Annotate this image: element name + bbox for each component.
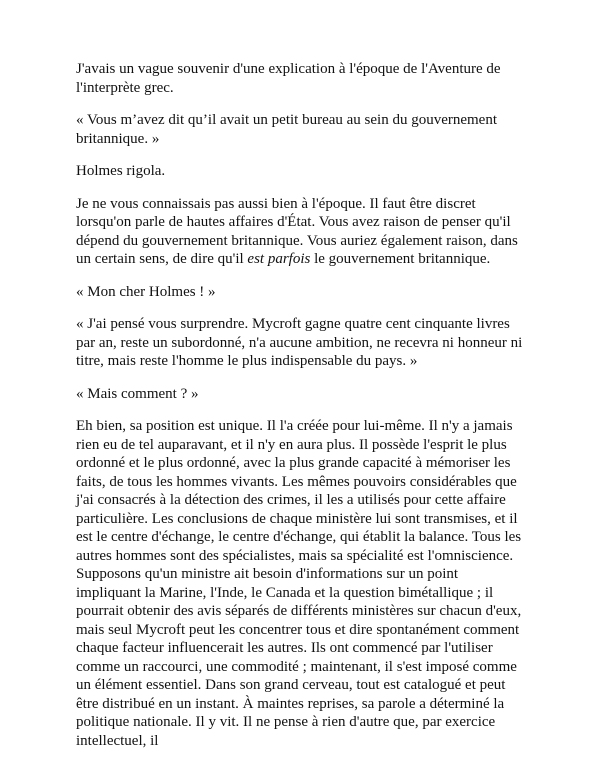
paragraph-unique-position: Eh bien, sa position est unique. Il l'a créée pour lui-même. Il n'y a jamais rien eu de tel auparavant, et il n'y en aura plus. Il possède l'esprit le plus ordonné et le plus ordonné, avec la plus grande capacité à mémoriser les faits, de tous les hommes vivants. Les mêmes pouvoirs considérables que j'ai consacrés à la détection des crimes, il les a utilisés pour cette affaire particulière. Les conclusions de chaque ministère lui sont transmises, et il est le centre d'échange, le centre d'échange, qui établit la balance. Tous les autres hommes sont des spécialistes, mais sa spécialité est l'omniscience. Supposons qu'un ministre ait besoin d'informations sur un point impliquant la Marine, l'Inde, le Canada et la question bimétallique ; il pourrait obtenir des avis séparés de différents ministères sur chacun d'eux, mais seul Mycroft peut les concentrer tous et dire spontanément comment chaque facteur influencerait les autres. Ils ont commencé par l'utiliser comme un raccourci, une commodité ; maintenant, il s'est imposé comme un élément essentiel. Dans son grand cerveau, tout est catalogué et peut être distribué en un instant. À maintes reprises, sa parole a déterminé la politique nationale. Il y vit. Il ne pense à rien d'autre que, par exercice intellectuel, il	[76, 418, 522, 749]
paragraph-mycroft-salary: « J'ai pensé vous surprendre. Mycroft gagne quatre cent cinquante livres par an, reste un subordonné, n'a aucune ambition, ne recevra ni honneur ni titre, mais reste l'homme le plus indispensable du pays. »	[76, 316, 523, 369]
document-page	[76, 60, 526, 764]
paragraph-text-before-emphasis: Je ne vous connaissais pas aussi bien à l'époque. Il faut être discret lorsqu'on parle de hautes affaires d'État. Vous avez raison de penser qu'il dépend du gouvernement britannique. Vous auriez également raison, dans un certain sens, de dire qu'il	[76, 195, 518, 267]
paragraph-text-after-emphasis: le gouvernement britannique.	[310, 251, 491, 267]
emphasis-est-parfois: est parfois	[247, 251, 311, 267]
paragraph-british-government	[76, 195, 526, 269]
paragraph-mon-cher-holmes: « Mon cher Holmes ! »	[76, 283, 216, 300]
paragraph-small-office-quote: « Vous m’avez dit qu’il avait un petit bureau au sein du gouvernement britannique. »	[76, 112, 498, 147]
paragraph-holmes-laughed: Holmes rigola.	[76, 163, 166, 179]
paragraph-mais-comment: « Mais comment ? »	[76, 385, 199, 402]
paragraph-interpreter-memory: J'avais un vague souvenir d'une explication à l'époque de l'Aventure de l'interprète grec.	[76, 61, 501, 96]
